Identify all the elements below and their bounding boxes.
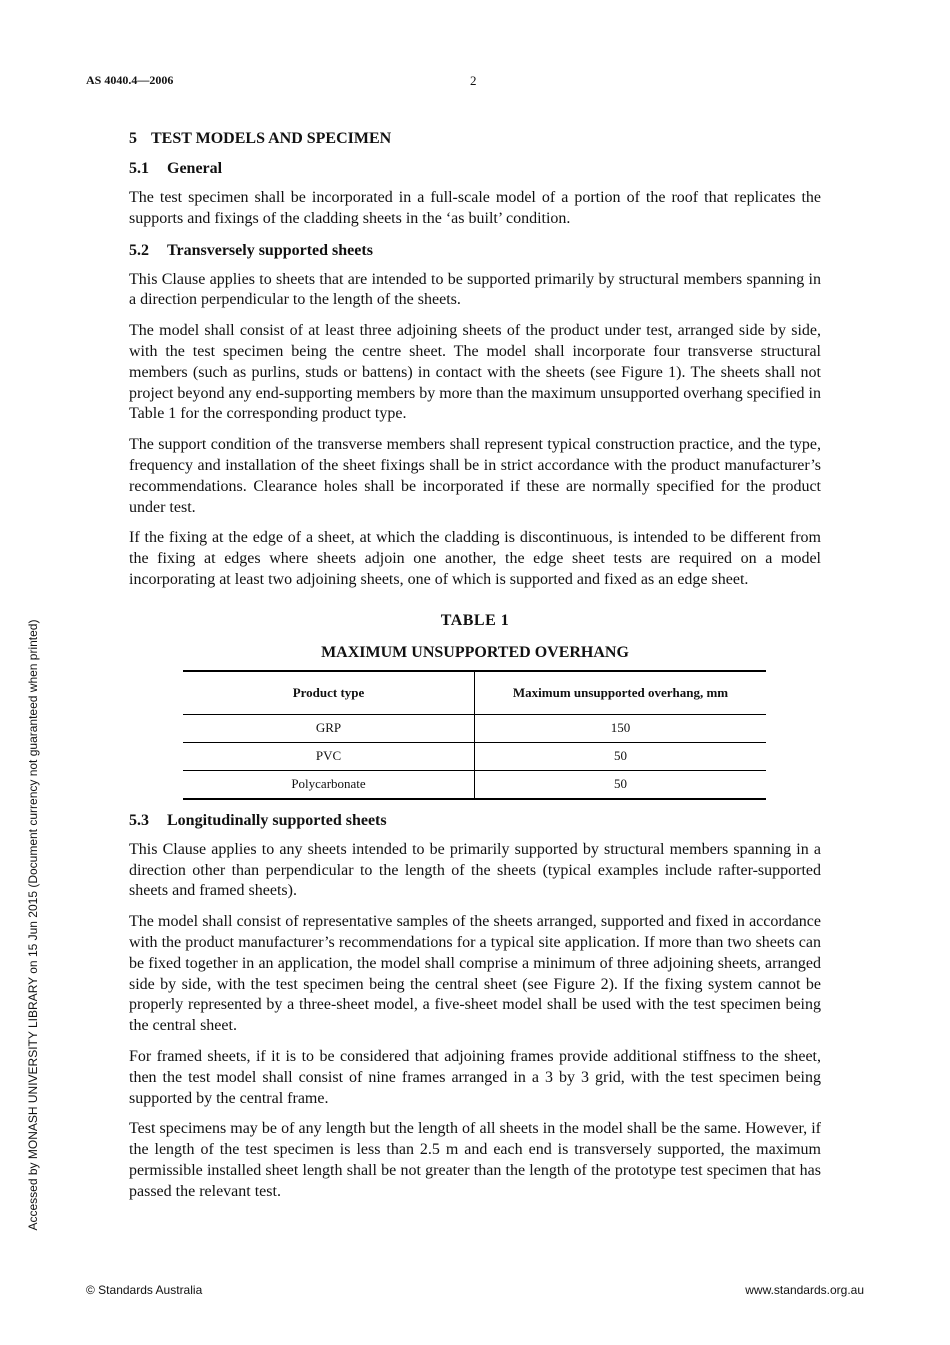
paragraph: Test specimens may be of any length but the length of all sheets in the model shall be the same. However, if the length of the test specimen is less than 2.5 m and each end is transversely supported, the maximum permissible installed sheet length shall be not greater than the length of the prototype test specimen that has passed the relevant test. — [129, 1120, 821, 1200]
table-cell: PVC — [183, 742, 475, 770]
table-label: TABLE 1 — [440, 611, 510, 629]
paragraph: The model shall consist of at least three adjoining sheets of the product under test, arranged side by side, with the test specimen being the centre sheet. The model shall incorporate four transverse structural members (such as purlins, studs or battens) in contact with the sheets (see Figure 1). The sheets shall not project beyond any end-supporting members by more than the maximum unsupported overhang specified in Table 1 for the corresponding product type. — [129, 322, 821, 423]
clause-heading-5-3 — [129, 810, 821, 831]
table-row — [183, 742, 766, 770]
table-cell: Polycarbonate — [183, 770, 475, 799]
section-heading — [129, 128, 821, 149]
table-cell: 50 — [475, 742, 767, 770]
paragraph: This Clause applies to any sheets intended to be primarily supported by structural members spanning in a direction other than perpendicular to the length of the sheets (typical examples include rafter-supported sheets and framed sheets). — [129, 840, 821, 900]
clause-number: 5.2 — [129, 241, 149, 259]
clause-heading-5-2 — [129, 240, 821, 261]
section-title: TEST MODELS AND SPECIMEN — [151, 130, 392, 147]
copyright-notice: © Standards Australia — [86, 1283, 203, 1297]
paragraph: The support condition of the transverse members shall represent typical construction practice, and the type, frequency and installation of the sheet fixings shall be in strict accordance with the product manufacturer’s recommendations. Clearance holes shall be incorporated if these are normally specified for the product under test. — [129, 436, 821, 516]
clause-heading-5-1 — [129, 158, 821, 179]
paragraph: The test specimen shall be incorporated in a full-scale model of a portion of the roof that replicates the supports and fixings of the cladding sheets in the ‘as built’ condition. — [129, 189, 821, 227]
table-row — [183, 770, 766, 799]
access-watermark: Accessed by MONASH UNIVERSITY LIBRARY on 15 Jun 2015 (Document currency not guaranteed when printed) — [26, 619, 40, 1231]
paragraph: If the fixing at the edge of a sheet, at which the cladding is discontinuous, is intended to be different from the fixing at edges where sheets adjoin one another, the edge sheet tests are required on a model incorporating at least two adjoining sheets, one of which is supported and fixed as an edge sheet. — [129, 529, 821, 588]
paragraph: This Clause applies to sheets that are intended to be supported primarily by structural members spanning in a direction perpendicular to the length of the sheets. — [129, 270, 821, 309]
table-cell: 50 — [475, 770, 767, 799]
section-number: 5 — [129, 130, 137, 147]
paragraph: For framed sheets, if it is to be considered that adjoining frames provide additional stiffness to the sheet, then the test model shall consist of nine frames arranged in a 3 by 3 grid, with the test specimen being supported by the central frame. — [129, 1047, 821, 1107]
page-number: 2 — [470, 73, 477, 88]
table-cell: GRP — [183, 714, 475, 742]
website-link[interactable]: www.standards.org.au — [745, 1283, 864, 1297]
table-header-cell: Product type — [183, 671, 475, 715]
document-body — [129, 128, 821, 1213]
clause-title: Longitudinally supported sheets — [167, 811, 387, 829]
table-row — [183, 714, 766, 742]
table-header-cell: Maximum unsupported overhang, mm — [475, 671, 767, 715]
table-title: MAXIMUM UNSUPPORTED OVERHANG — [321, 643, 629, 661]
overhang-table — [183, 670, 766, 800]
clause-number: 5.1 — [129, 160, 149, 177]
paragraph: The model shall consist of representative samples of the sheets arranged, supported and fixed in accordance with the product manufacturer’s recommendations for a typical site application. If more than two sheets can be fixed together in an application, the model shall comprise a minimum of three adjoining sheets, arranged side by side, with the test specimen being the central sheet (see Figure 2). If the fixing system cannot be properly represented by a three-sheet model, a five-sheet model shall be used with the test specimen being the central sheet. — [129, 913, 821, 1035]
standard-designation: AS 4040.4—2006 — [86, 73, 174, 87]
clause-number: 5.3 — [129, 811, 149, 829]
table-cell: 150 — [475, 714, 767, 742]
clause-title: Transversely supported sheets — [167, 241, 373, 259]
clause-title: General — [167, 160, 223, 177]
